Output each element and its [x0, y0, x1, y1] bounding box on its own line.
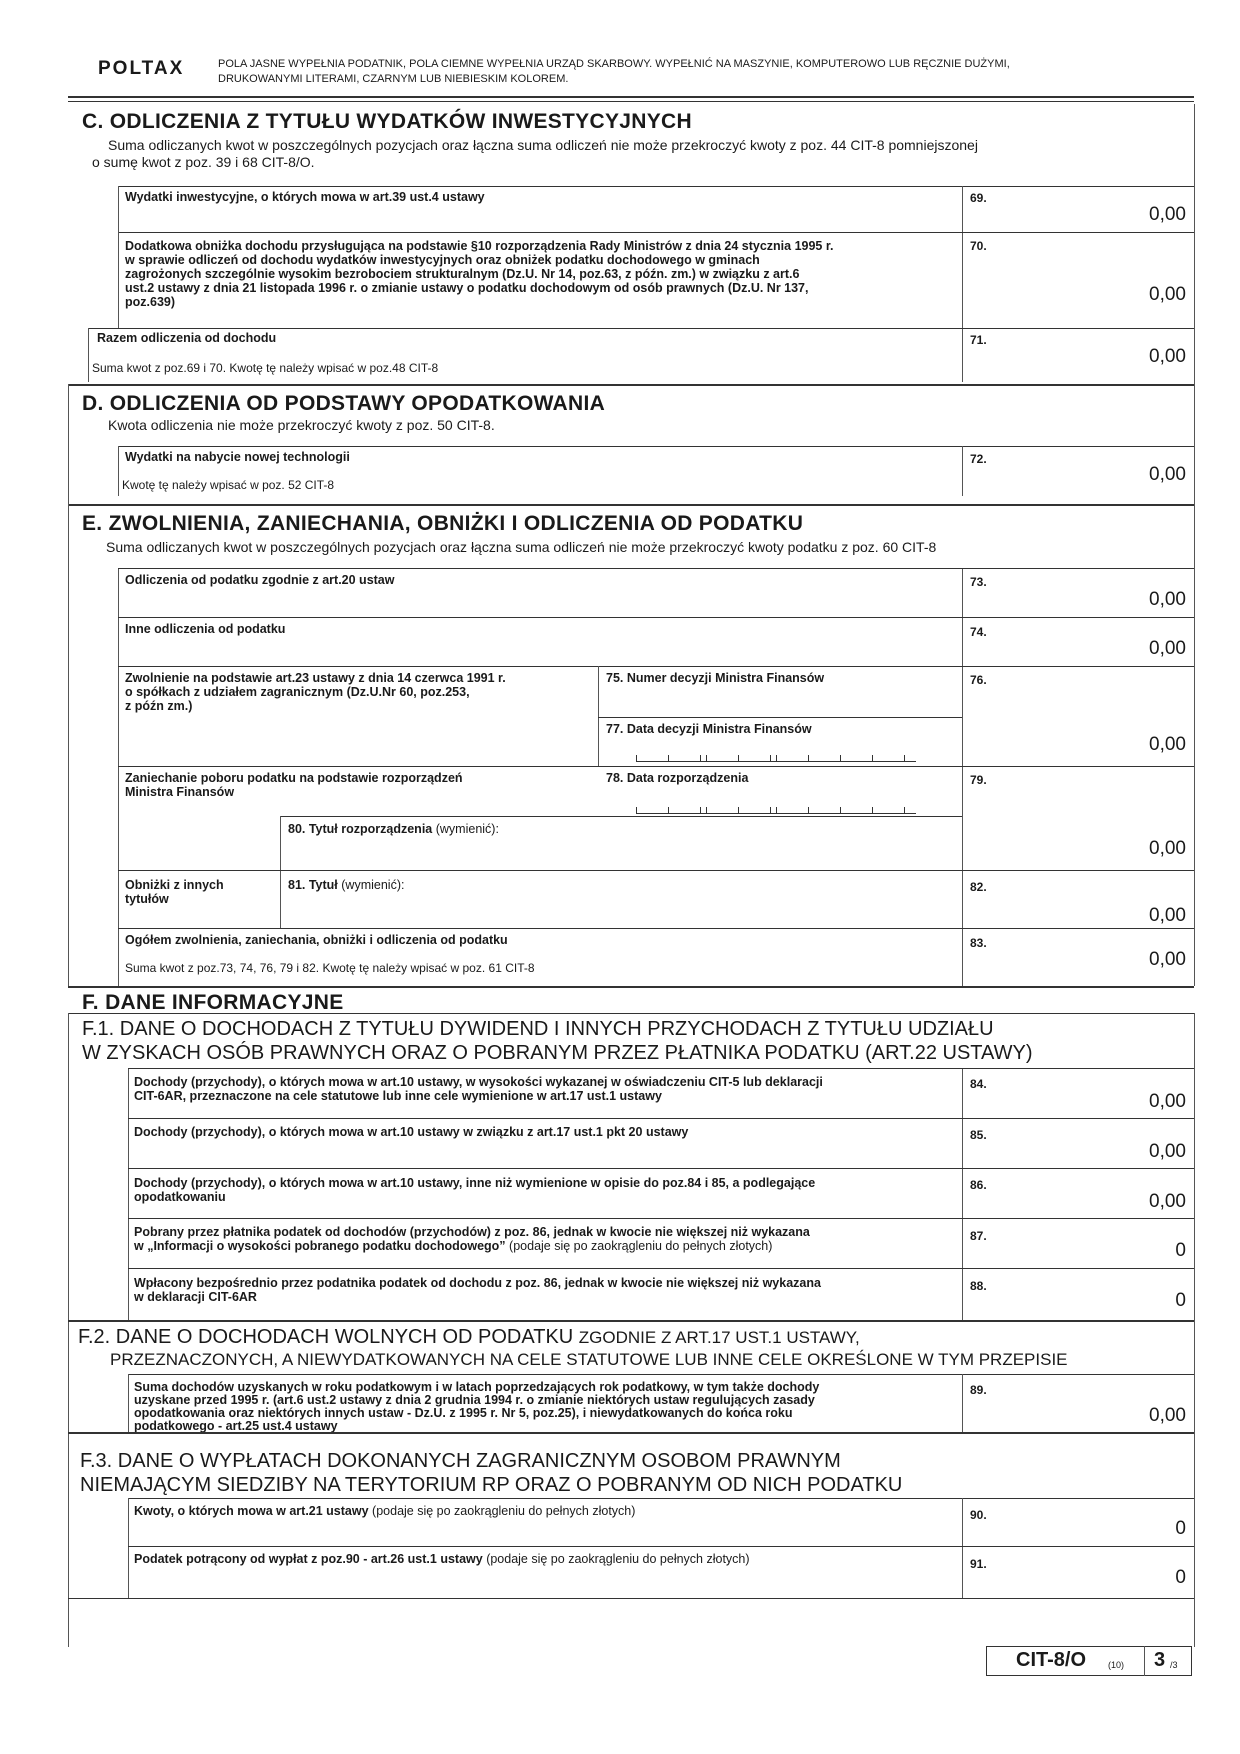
field-73-label: Odliczenia od podatku zgodnie z art.20 ustaw	[125, 573, 395, 587]
field-70-label-5: poz.639)	[125, 295, 176, 309]
section-d-top	[68, 384, 1194, 386]
field-91-number: 91.	[970, 1557, 987, 1571]
field-74-value[interactable]: 0,00	[1149, 638, 1186, 659]
section-f3-label-left	[128, 1498, 129, 1598]
field-80-hint: (wymienić):	[435, 822, 499, 836]
field-90-label	[134, 1504, 635, 1518]
section-f-title: F. DANE INFORMACYJNE	[82, 991, 344, 1014]
section-f1-title-2: W ZYSKACH OSÓB PRAWNYCH ORAZ O POBRANYM PRZEZ PŁATNIKA PODATKU (ART.22 USTAWY)	[82, 1042, 1033, 1064]
field-76-label-1: Zwolnienie na podstawie art.23 ustawy z dnia 14 czerwca 1991 r.	[125, 671, 506, 685]
field-79-label-1: Zaniechanie poboru podatku na podstawie rozporządzeń	[125, 771, 463, 785]
field-87-label-2	[134, 1239, 772, 1253]
field-84-number: 84.	[970, 1077, 987, 1091]
field-71-label: Razem odliczenia od dochodu	[97, 331, 277, 345]
row-84-top	[128, 1068, 1194, 1069]
section-f1-label-left	[128, 1068, 129, 1320]
field-91-label	[134, 1552, 750, 1566]
section-f1-title-1: F.1. DANE O DOCHODACH Z TYTUŁU DYWIDEND I INNYCH PRZYCHODACH Z TYTUŁU UDZIAŁU	[82, 1018, 994, 1040]
field-89-label-2: uzyskane przed 1995 r. (art.6 ust.2 ustawy z dnia 2 grudnia 1994 r. o zmianie niektórych ustaw regulujących zasady	[134, 1393, 815, 1407]
field-71-value[interactable]: 0,00	[1149, 346, 1186, 367]
field-80-label	[288, 822, 499, 836]
row-91-top	[128, 1546, 1194, 1547]
row-72-top	[118, 446, 1194, 447]
field-90-hint: (podaje się po zaokrągleniu do pełnych złotych)	[372, 1504, 636, 1518]
section-f2-title-1	[78, 1326, 860, 1349]
field-79-value[interactable]: 0,00	[1149, 838, 1186, 859]
section-f-frame-right	[1194, 1013, 1195, 1647]
section-c-note-1: Suma odliczanych kwot w poszczególnych pozycjach oraz łączna suma odliczeń nie może przekroczyć kwoty z poz. 44 CIT-8 pomniejszonej	[108, 137, 978, 153]
footer-page-total: /3	[1170, 1660, 1178, 1670]
field-77-label: 77. Data decyzji Ministra Finansów	[606, 722, 812, 736]
row-69-top	[118, 186, 1194, 187]
field-88-number: 88.	[970, 1279, 987, 1293]
field-69-value[interactable]: 0,00	[1149, 204, 1186, 225]
header-instruction-1: POLA JASNE WYPEŁNIA PODATNIK, POLA CIEMNE WYPEŁNIA URZĄD SKARBOWY. WYPEŁNIĆ NA MASZYNIE, KOMPUTEROWO LUB RĘCZNIE DUŻYMI,	[218, 58, 1010, 70]
field-86-label-1: Dochody (przychody), o których mowa w art.10 ustawy, inne niż wymienione w opisie do poz.84 i 85, a podlegające	[134, 1176, 816, 1190]
field-86-number: 86.	[970, 1178, 987, 1192]
row-72-divider	[962, 446, 963, 496]
field-80-title: 80. Tytuł rozporządzenia	[288, 822, 433, 836]
row-74-top	[118, 617, 1194, 618]
field-84-label-1: Dochody (przychody), o których mowa w art.10 ustawy, w wysokości wykazanej w oświadczeniu CIT-5 lub deklaracji	[134, 1075, 823, 1089]
field-73-value[interactable]: 0,00	[1149, 589, 1186, 610]
amount-col-divider	[962, 186, 963, 382]
field-77-date-input[interactable]	[636, 752, 916, 762]
field-76-value[interactable]: 0,00	[1149, 734, 1186, 755]
field-80-top	[280, 816, 962, 817]
section-e-title: E. ZWOLNIENIA, ZANIECHANIA, OBNIŻKI I ODLICZENIA OD PODATKU	[82, 512, 804, 535]
field-78-date-input[interactable]	[636, 804, 916, 814]
section-e-frame-left	[68, 504, 69, 986]
section-c-note-2: o sumę kwot z poz. 39 i 68 CIT-8/O.	[92, 154, 315, 170]
footer-divider	[1144, 1646, 1145, 1676]
field-89-number: 89.	[970, 1383, 987, 1397]
section-f3-top	[68, 1432, 1194, 1434]
section-f3-title-2: NIEMAJĄCYM SIEDZIBY NA TERYTORIUM RP ORAZ O POBRANYM OD NICH PODATKU	[80, 1474, 903, 1496]
section-f2-title-1b: ZGODNIE Z ART.17 UST.1 USTAWY,	[578, 1328, 860, 1347]
section-e-amount-divider	[962, 568, 963, 986]
field-76-label-3: z późn zm.)	[125, 699, 193, 713]
section-f-top	[68, 986, 1194, 988]
section-f2-top	[68, 1320, 1194, 1322]
section-e-note: Suma odliczanych kwot w poszczególnych pozycjach oraz łączna suma odliczeń nie może przekroczyć kwoty podatku z poz. 60 CIT-8	[106, 539, 937, 555]
section-d-frame-right	[1194, 384, 1195, 504]
field-74-number: 74.	[970, 625, 987, 639]
row-87-top	[128, 1218, 1194, 1219]
field-70-value[interactable]: 0,00	[1149, 284, 1186, 305]
section-f3-amount-divider	[962, 1498, 963, 1598]
field-89-value[interactable]: 0,00	[1149, 1405, 1186, 1426]
field-71-hint: Suma kwot z poz.69 i 70. Kwotę tę należy wpisać w poz.48 CIT-8	[92, 361, 439, 375]
row-69-left	[118, 186, 119, 232]
field-76-label-2: o spółkach z udziałem zagranicznym (Dz.U.Nr 60, poz.253,	[125, 685, 470, 699]
field-75-left	[598, 666, 599, 766]
field-83-label: Ogółem zwolnienia, zaniechania, obniżki i odliczenia od podatku	[125, 933, 508, 947]
field-87-hint: (podaje się po zaokrągleniu do pełnych złotych)	[509, 1239, 773, 1253]
field-69-number: 69.	[970, 191, 987, 205]
row-70-top	[118, 232, 1194, 233]
field-74-label: Inne odliczenia od podatku	[125, 622, 286, 636]
field-69-label: Wydatki inwestycyjne, o których mowa w art.39 ust.4 ustawy	[125, 190, 485, 204]
row-89-divider	[962, 1374, 963, 1432]
field-72-value[interactable]: 0,00	[1149, 464, 1186, 485]
field-81-label	[288, 878, 404, 892]
section-f2-title-1a: F.2. DANE O DOCHODACH WOLNYCH OD PODATKU	[78, 1326, 574, 1348]
row-86-top	[128, 1168, 1194, 1169]
row-79-top	[118, 766, 1194, 767]
field-90-label-text: Kwoty, o których mowa w art.21 ustawy	[134, 1504, 369, 1518]
field-82-value[interactable]: 0,00	[1149, 905, 1186, 926]
section-f1-amount-divider	[962, 1068, 963, 1320]
header-instruction-2: DRUKOWANYMI LITERAMI, CZARNYM LUB NIEBIESKIM KOLOREM.	[218, 73, 569, 85]
section-c-title: C. ODLICZENIA Z TYTUŁU WYDATKÓW INWESTYCYJNYCH	[82, 110, 692, 133]
field-82-label-2: tytułów	[125, 892, 169, 906]
field-86-label-2: opodatkowaniu	[134, 1190, 226, 1204]
field-88-value[interactable]: 0	[1175, 1290, 1186, 1311]
field-83-value[interactable]: 0,00	[1149, 949, 1186, 970]
section-d-title: D. ODLICZENIA OD PODSTAWY OPODATKOWANIA	[82, 392, 606, 415]
row-70-left	[118, 232, 119, 328]
field-82-label-1: Obniżki z innych	[125, 878, 224, 892]
row-71-left	[88, 328, 89, 382]
field-83-number: 83.	[970, 936, 987, 950]
row-89-left	[128, 1374, 129, 1432]
field-70-label-2: w sprawie odliczeń od dochodu wydatków inwestycyjnych oraz obniżek podatku dochodowego w gminach	[125, 253, 760, 267]
field-88-label-1: Wpłacony bezpośrednio przez podatnika podatek od dochodu z poz. 86, jednak w kwocie nie większej niż wykazana	[134, 1276, 821, 1290]
row-83-top	[118, 928, 1194, 929]
field-71-number: 71.	[970, 333, 987, 347]
field-70-label-3: zagrożonych szczególnie wysokim bezrobociem strukturalnym (Dz.U. Nr 14, poz.63, z późn. zm.) w związku z art.6	[125, 267, 800, 281]
header-rule	[68, 96, 1194, 98]
field-87-label-1: Pobrany przez płatnika podatek od dochodów (przychodów) z poz. 86, jednak w kwocie nie większej niż wykazana	[134, 1225, 810, 1239]
field-76-number: 76.	[970, 673, 987, 687]
field-80-left	[280, 816, 281, 928]
field-87-value[interactable]: 0	[1175, 1240, 1186, 1261]
row-82-top	[118, 870, 1194, 871]
field-81-hint: (wymienić):	[341, 878, 405, 892]
row-76-top	[118, 666, 1194, 667]
footer-form-version: (10)	[1108, 1660, 1125, 1670]
section-f2-title-2: PRZEZNACZONYCH, A NIEWYDATKOWANYCH NA CELE STATUTOWE LUB INNE CELE OKREŚLONE W TYM PRZEPISIE	[110, 1350, 1068, 1369]
field-90-value[interactable]: 0	[1175, 1518, 1186, 1539]
field-78-label: 78. Data rozporządzenia	[606, 771, 749, 785]
section-e-frame-right	[1194, 504, 1195, 986]
field-79-number: 79.	[970, 773, 987, 787]
section-d-frame-left	[68, 384, 69, 504]
field-77-top	[598, 717, 962, 718]
field-82-number: 82.	[970, 880, 987, 894]
field-87-label-2-text: w „Informacji o wysokości pobranego podatku dochodowego”	[134, 1239, 506, 1253]
field-70-label-4: ust.2 ustawy z dnia 21 listopada 1996 r. o zmianie ustawy o podatku dochodowym od osób prawnych (Dz.U. Nr 137,	[125, 281, 809, 295]
field-86-value[interactable]: 0,00	[1149, 1191, 1186, 1212]
row-71-top	[88, 328, 1194, 329]
section-d-note: Kwota odliczenia nie może przekroczyć kwoty z poz. 50 CIT-8.	[108, 417, 495, 433]
row-90-top	[128, 1498, 1194, 1499]
row-72-left	[118, 446, 119, 496]
field-79-label-2: Ministra Finansów	[125, 785, 235, 799]
field-84-label-2: CIT-6AR, przeznaczone na cele statutowe lub inne cele wymienione w art.17 ust.1 ustawy	[134, 1089, 662, 1103]
field-81-title: 81. Tytuł	[288, 878, 338, 892]
field-72-number: 72.	[970, 452, 987, 466]
field-89-label-3: opodatkowania oraz niektórych innych ustaw - Dz.U. z 1995 r. Nr 5, poz.25), i niewydatkowanych do końca roku	[134, 1406, 793, 1420]
field-83-hint: Suma kwot z poz.73, 74, 76, 79 i 82. Kwotę tę należy wpisać w poz. 61 CIT-8	[125, 961, 535, 975]
section-f-title-rule	[68, 1013, 1194, 1014]
section-c-frame-right	[1194, 104, 1195, 384]
field-91-hint: (podaje się po zaokrągleniu do pełnych złotych)	[486, 1552, 750, 1566]
field-85-number: 85.	[970, 1128, 987, 1142]
field-75-label: 75. Numer decyzji Ministra Finansów	[606, 671, 825, 685]
field-88-label-2: w deklaracji CIT-6AR	[134, 1290, 257, 1304]
field-91-value[interactable]: 0	[1175, 1567, 1186, 1588]
row-88-top	[128, 1268, 1194, 1269]
field-70-label-1: Dodatkowa obniżka dochodu przysługująca na podstawie §10 rozporządzenia Rady Ministrów z dnia 24 stycznia 1995 r.	[125, 239, 834, 253]
section-e-label-left	[118, 568, 119, 986]
field-89-label-4: podatkowego - art.25 ust.4 ustawy	[134, 1419, 338, 1433]
section-f-frame-left	[68, 1013, 69, 1647]
section-e-top	[68, 504, 1194, 506]
field-91-label-text: Podatek potrącony od wypłat z poz.90 - art.26 ust.1 ustawy	[134, 1552, 483, 1566]
field-90-number: 90.	[970, 1508, 987, 1522]
field-72-hint: Kwotę tę należy wpisać w poz. 52 CIT-8	[122, 478, 335, 492]
field-84-value[interactable]: 0,00	[1149, 1091, 1186, 1112]
header-rule-thin	[68, 101, 1194, 102]
field-89-label-1: Suma dochodów uzyskanych w roku podatkowym i w latach poprzedzających rok podatkowy, w tym także dochody	[134, 1380, 820, 1394]
field-70-number: 70.	[970, 239, 987, 253]
footer-form-code: CIT-8/O	[1016, 1649, 1087, 1671]
field-85-value[interactable]: 0,00	[1149, 1141, 1186, 1162]
row-85-top	[128, 1118, 1194, 1119]
field-87-number: 87.	[970, 1229, 987, 1243]
section-f-bottom	[68, 1598, 1194, 1599]
field-73-number: 73.	[970, 575, 987, 589]
row-73-top	[118, 568, 1194, 569]
row-89-top	[128, 1374, 1194, 1375]
field-72-label: Wydatki na nabycie nowej technologii	[125, 450, 350, 464]
field-85-label: Dochody (przychody), o których mowa w art.10 ustawy w związku z art.17 ust.1 pkt 20 ustawy	[134, 1125, 689, 1139]
section-f3-title-1: F.3. DANE O WYPŁATACH DOKONANYCH ZAGRANICZNYM OSOBOM PRAWNYM	[80, 1450, 841, 1472]
brand-logo: POLTAX	[98, 58, 185, 79]
footer-page-number: 3	[1154, 1649, 1166, 1671]
